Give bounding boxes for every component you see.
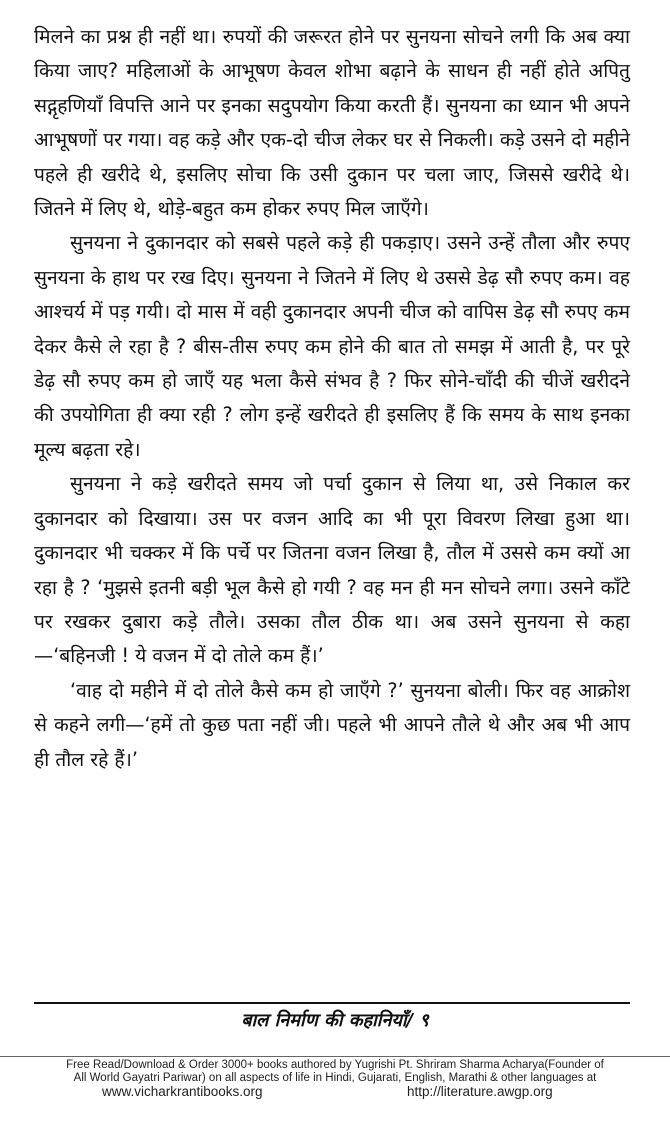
footer-divider <box>34 1002 630 1004</box>
running-footer-title: बाल निर्माण की कहानियाँ/ ९ <box>241 1010 429 1031</box>
credit-line-2: All World Gayatri Pariwar) on all aspects of life in Hindi, Gujarati, English, Marathi & other languages at <box>73 1072 597 1084</box>
credit-line-1: Free Read/Download & Order 3000+ books authored by Yugrishi Pt. Shriram Sharma Acharya(Founder of <box>66 1059 604 1071</box>
literature-link[interactable]: http://literature.awgp.org <box>407 1084 553 1099</box>
paragraph-1: मिलने का प्रश्न ही नहीं था। रुपयों की जरूरत होने पर सुनयना सोचने लगी कि अब क्या किया जाए? महिलाओं के आभूषण केवल शोभा बढ़ाने के साधन ही नहीं होते अपितु सद्गृहणियाँ विपत्ति आने पर इनका सदुपयोग किया करती हैं। सुनयना का ध्यान भी अपने आभूषणों पर गया। वह कड़े और एक-दो चीज लेकर घर से निकली। कड़े उसने दो महीने पहले ही खरीदे थे, इसलिए सोचा कि उसी दुकान पर चला जाए, जिससे खरीदे थे। जितने में लिए थे, थोड़े-बहुत कम होकर रुपए मिल जाएँगे। <box>34 25 630 221</box>
publisher-credit <box>0 1056 670 1101</box>
paragraph-3: सुनयना ने कड़े खरीदते समय जो पर्चा दुकान से लिया था, उसे निकाल कर दुकानदार को दिखाया। उस पर वजन आदि का भी पूरा विवरण लिखा हुआ था। दुकानदार भी चक्कर में कि पर्चे पर जितना वजन लिखा है, तौल में उससे कम क्यों आ रहा है ? ‘मुझसे इतनी बड़ी भूल कैसे हो गयी ? वह मन ही मन सोचने लगा। उसने काँटे पर रखकर दुबारा कड़े तौले। उसका तौल ठीक था। अब उसने सुनयना से कहा—‘बहिनजी ! ये वजन में दो तोले कम हैं।’ <box>34 472 630 668</box>
paragraph-4: ‘वाह दो महीने में दो तोले कैसे कम हो जाएँगे ?’ सुनयना बोली। फिर वह आक्रोश से कहने लगी—‘हमें तो कुछ पता नहीं जी। पहले भी आपने तौले थे और अब भी आप ही तौल रहे हैं।’ <box>34 678 630 771</box>
credit-links <box>0 1085 670 1101</box>
vicharkranti-link[interactable]: www.vicharkrantibooks.org <box>102 1084 263 1099</box>
paragraph-2: सुनयना ने दुकानदार को सबसे पहले कड़े ही पकड़ाए। उसने उन्हें तौला और रुपए सुनयना के हाथ पर रख दिए। सुनयना ने जितने में लिए थे उससे डेढ़ सौ रुपए कम। वह आश्चर्य में पड़ गयी। दो मास में वही दुकानदार अपनी चीज को वापिस डेढ़ सौ रुपए कम देकर कैसे ले रहा है ? बीस-तीस रुपए कम होने की बात तो समझ में आती है, पर पूरे डेढ़ सौ रुपए कम हो जाएँ यह भला कैसे संभव है ? फिर सोने-चाँदी की चीजें खरीदने की उपयोगिता ही क्या रही ? लोग इन्हें खरीदते ही इसलिए हैं कि समय के साथ इनका मूल्य बढ़ता रहे। <box>34 231 630 461</box>
book-page-body <box>34 20 630 777</box>
